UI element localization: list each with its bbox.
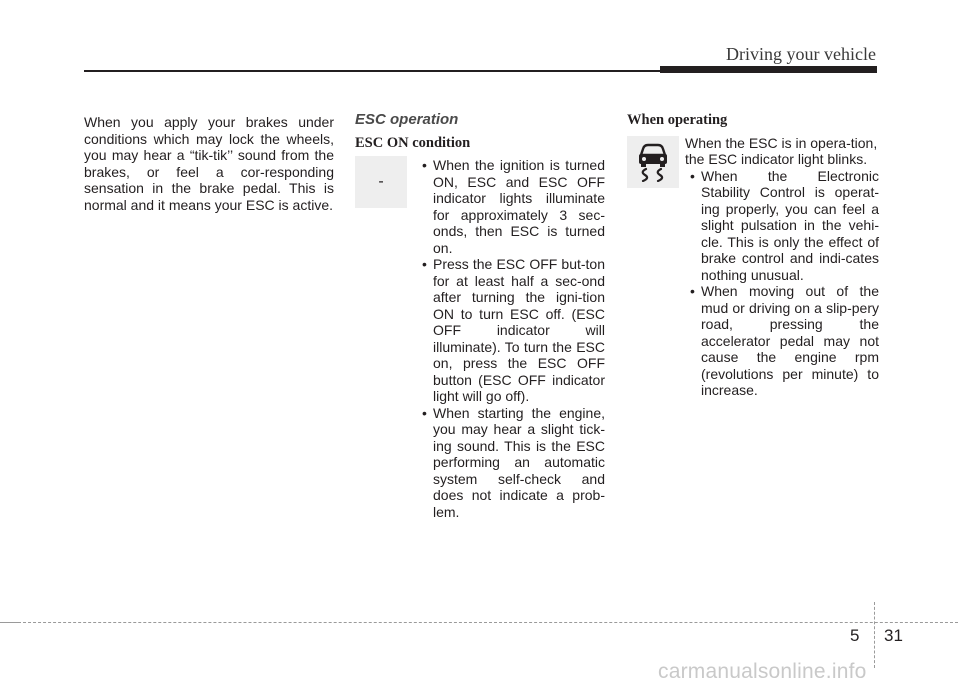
indicator-dash: -	[378, 172, 384, 190]
subheading-when-operating: When operating	[627, 112, 728, 128]
section-title: ESC operation	[355, 111, 459, 128]
page-number: 31	[884, 626, 903, 645]
column-2	[355, 112, 605, 520]
footer-rule	[18, 622, 960, 624]
list-item: • When the ignition is turned ON, ESC and ESC OFF indicator lights illuminate for approximately 3 sec-onds, then ESC is turned on.	[417, 157, 605, 256]
subheading-esc-on: ESC ON condition	[355, 134, 471, 151]
page-separator	[874, 602, 876, 668]
esc-on-bullet-list	[417, 157, 605, 520]
watermark: carmanualsonline.info	[658, 660, 867, 683]
esc-indicator-box	[355, 156, 407, 208]
when-operating-bullet-list	[685, 168, 879, 399]
when-operating-intro: When the ESC is in opera-tion, the ESC indicator light blinks.	[685, 134, 878, 167]
esc-skid-car-icon	[634, 142, 672, 182]
chapter-number: 5	[850, 626, 860, 645]
column-1	[84, 114, 334, 213]
intro-paragraph: When you apply your brakes under conditions which may lock the wheels, you may hear a “tik-tik’’ sound from the brakes, or feel a cor-responding sensation in the brake pedal. This is normal and it means your ESC is active.	[84, 114, 334, 213]
list-item: • When starting the engine, you may hear a slight tick-ing sound. This is the ESC performing an automatic system self-check and does not indicate a prob-lem.	[417, 405, 605, 521]
header-rule-thick	[660, 66, 877, 73]
footer-rule-solid	[0, 622, 18, 623]
column-3	[627, 112, 879, 399]
header-rule-thin	[84, 70, 662, 72]
list-item: • When moving out of the mud or driving on a slip-pery road, pressing the accelerator pedal may not cause the engine rpm (revolutions per minute) to increase.	[685, 283, 879, 399]
page-header-title: Driving your vehicle	[726, 44, 876, 64]
list-item: • When the Electronic Stability Control is operat-ing properly, you can feel a slight pulsation in the vehi-cle. This is only the effect of brake control and indi-cates nothing unusual.	[685, 168, 879, 284]
esc-indicator-icon-box	[627, 136, 679, 188]
list-item: • Press the ESC OFF but-ton for at least half a sec-ond after turning the igni-tion ON to turn ESC off. (ESC OFF indicator will illuminate). To turn the ESC on, press the ESC OFF button (ESC OFF indicator light will go off).	[417, 256, 605, 405]
